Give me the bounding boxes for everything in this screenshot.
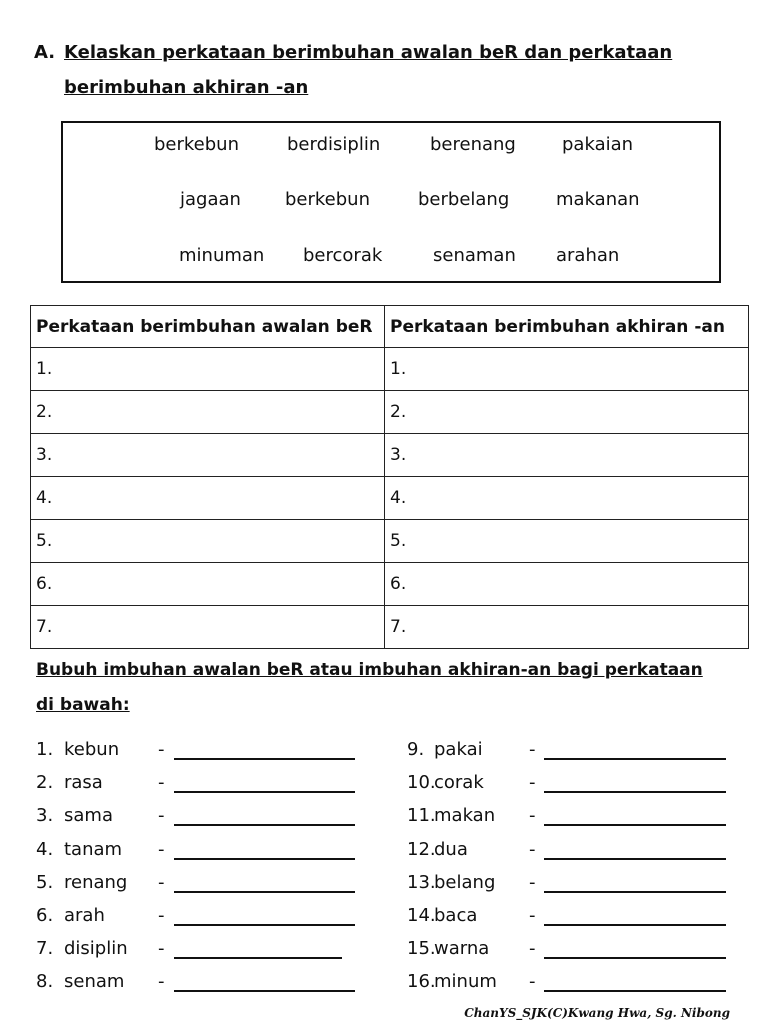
answer-cell-akhiran[interactable]: 3. [385, 434, 749, 477]
word-item: berbelang [418, 189, 510, 210]
answer-cell-awalan[interactable]: 2. [31, 391, 385, 434]
exercise-number: 4. [36, 839, 54, 860]
exercise-word: makan [434, 805, 496, 826]
answer-blank[interactable] [544, 858, 726, 860]
exercise-dash: - [158, 739, 165, 760]
exercise-word: disiplin [64, 938, 128, 959]
exercise-number: 11. [407, 805, 436, 826]
exercise-number: 7. [36, 938, 54, 959]
word-item: arahan [556, 245, 620, 266]
answer-cell-awalan[interactable]: 5. [31, 520, 385, 563]
answer-cell-akhiran[interactable]: 7. [385, 606, 749, 649]
answer-cell-akhiran[interactable]: 6. [385, 563, 749, 606]
answer-blank[interactable] [544, 758, 726, 760]
table-row [31, 434, 749, 477]
answer-cell-awalan[interactable]: 3. [31, 434, 385, 477]
answer-blank[interactable] [544, 891, 726, 893]
exercise-word: minum [434, 971, 497, 992]
answer-cell-akhiran[interactable]: 5. [385, 520, 749, 563]
answer-blank[interactable] [174, 858, 355, 860]
table-row [31, 391, 749, 434]
exercise-number: 6. [36, 905, 54, 926]
exercise-number: 8. [36, 971, 54, 992]
table-header-row [31, 306, 749, 348]
answer-cell-awalan[interactable]: 6. [31, 563, 385, 606]
exercise-number: 5. [36, 872, 54, 893]
exercise-title-line2: di bawah: [36, 695, 130, 715]
table-row [31, 563, 749, 606]
exercise-dash: - [158, 872, 165, 893]
exercise-number: 10. [407, 772, 436, 793]
exercise-word: corak [434, 772, 484, 793]
exercise-number: 12. [407, 839, 436, 860]
table-row [31, 606, 749, 649]
answer-blank[interactable] [544, 824, 726, 826]
table-header-awalan: Perkataan berimbuhan awalan beR [31, 306, 385, 348]
question-title-line2: berimbuhan akhiran -an [64, 77, 309, 98]
exercise-number: 2. [36, 772, 54, 793]
exercise-word: dua [434, 839, 468, 860]
word-box [61, 121, 721, 283]
answer-cell-awalan[interactable]: 4. [31, 477, 385, 520]
word-item: minuman [179, 245, 265, 266]
exercise-word: warna [434, 938, 490, 959]
table-row [31, 348, 749, 391]
answer-blank[interactable] [174, 891, 355, 893]
exercise-word: sama [64, 805, 113, 826]
answer-blank[interactable] [174, 791, 355, 793]
exercise-word: baca [434, 905, 478, 926]
exercise-dash: - [529, 905, 536, 926]
word-item: pakaian [562, 134, 634, 155]
answer-blank[interactable] [174, 824, 355, 826]
word-item: senaman [433, 245, 516, 266]
answer-blank[interactable] [174, 990, 355, 992]
word-item: bercorak [303, 245, 383, 266]
answer-cell-akhiran[interactable]: 4. [385, 477, 749, 520]
exercise-dash: - [158, 971, 165, 992]
answer-blank[interactable] [174, 957, 342, 959]
question-title-line1: Kelaskan perkataan berimbuhan awalan beR dan perkataan [64, 42, 673, 63]
exercise-dash: - [158, 938, 165, 959]
exercise-number: 15. [407, 938, 436, 959]
exercise-dash: - [529, 839, 536, 860]
classification-table [30, 305, 749, 649]
footer-credit: ChanYS_SJK(C)Kwang Hwa, Sg. Nibong [464, 1006, 730, 1020]
exercise-word: belang [434, 872, 496, 893]
word-item: berdisiplin [287, 134, 381, 155]
answer-blank[interactable] [544, 990, 726, 992]
exercise-dash: - [529, 772, 536, 793]
answer-blank[interactable] [174, 924, 355, 926]
word-item: makanan [556, 189, 640, 210]
word-item: jagaan [180, 189, 241, 210]
answer-blank[interactable] [544, 791, 726, 793]
exercise-dash: - [529, 971, 536, 992]
exercise-word: tanam [64, 839, 123, 860]
exercise-number: 14. [407, 905, 436, 926]
answer-blank[interactable] [544, 924, 726, 926]
exercise-word: kebun [64, 739, 120, 760]
exercise-number: 13. [407, 872, 436, 893]
answer-cell-akhiran[interactable]: 2. [385, 391, 749, 434]
answer-blank[interactable] [174, 758, 355, 760]
exercise-number: 9. [407, 739, 425, 760]
word-item: berkebun [285, 189, 370, 210]
answer-cell-akhiran[interactable]: 1. [385, 348, 749, 391]
exercise-number: 3. [36, 805, 54, 826]
exercise-word: pakai [434, 739, 483, 760]
answer-cell-awalan[interactable]: 1. [31, 348, 385, 391]
table-row [31, 520, 749, 563]
exercise-word: rasa [64, 772, 103, 793]
question-label: A. [34, 42, 56, 63]
answer-cell-awalan[interactable]: 7. [31, 606, 385, 649]
exercise-number: 1. [36, 739, 54, 760]
table-header-akhiran: Perkataan berimbuhan akhiran -an [385, 306, 749, 348]
exercise-dash: - [158, 905, 165, 926]
exercise-dash: - [158, 839, 165, 860]
exercise-dash: - [529, 872, 536, 893]
table-row [31, 477, 749, 520]
exercise-word: arah [64, 905, 105, 926]
word-item: berkebun [154, 134, 239, 155]
exercise-dash: - [158, 805, 165, 826]
exercise-dash: - [158, 772, 165, 793]
exercise-word: senam [64, 971, 125, 992]
exercise-number: 16. [407, 971, 436, 992]
exercise-title-line1: Bubuh imbuhan awalan beR atau imbuhan akhiran-an bagi perkataan [36, 660, 703, 680]
exercise-dash: - [529, 805, 536, 826]
word-item: berenang [430, 134, 516, 155]
exercise-dash: - [529, 938, 536, 959]
exercise-dash: - [529, 739, 536, 760]
exercise-word: renang [64, 872, 128, 893]
answer-blank[interactable] [544, 957, 726, 959]
